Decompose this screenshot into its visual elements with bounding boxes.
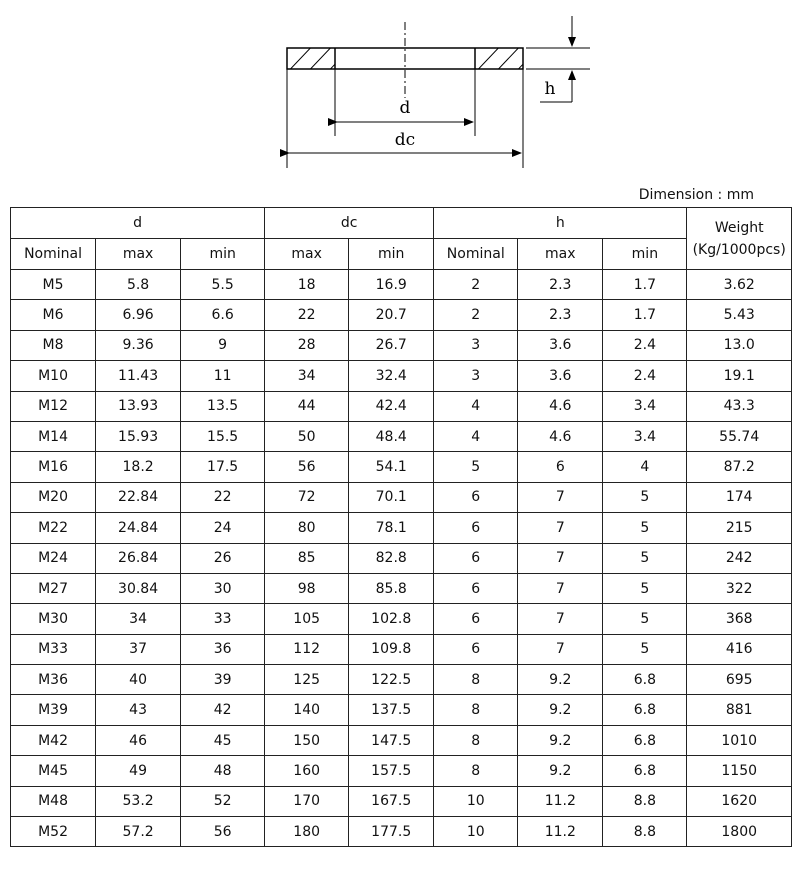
table-row <box>11 452 792 482</box>
cell-dc-min: 48.4 <box>349 421 434 451</box>
cell-dc-max: 125 <box>265 665 349 695</box>
cell-d-min: 9 <box>181 330 265 360</box>
cell-h-min: 8.8 <box>603 817 687 847</box>
sub-header-row <box>11 239 792 270</box>
cell-h-min: 6.8 <box>603 695 687 725</box>
cell-weight: 416 <box>687 634 792 664</box>
cell-d-max: 15.93 <box>96 421 181 451</box>
unit-note: Dimension : mm <box>638 187 754 203</box>
cell-dc-min: 78.1 <box>349 513 434 543</box>
cell-d-max: 18.2 <box>96 452 181 482</box>
cell-weight: 13.0 <box>687 330 792 360</box>
header-weight <box>687 208 792 270</box>
subheader-h-max: max <box>518 239 603 270</box>
cell-h-max: 7 <box>518 543 603 573</box>
cell-weight: 5.43 <box>687 300 792 330</box>
cell-h-min: 8.8 <box>603 786 687 816</box>
cell-h-nominal: 2 <box>434 270 518 300</box>
cell-dc-min: 42.4 <box>349 391 434 421</box>
cell-dc-min: 122.5 <box>349 665 434 695</box>
cell-h-max: 2.3 <box>518 270 603 300</box>
cell-weight: 43.3 <box>687 391 792 421</box>
table-row <box>11 361 792 391</box>
cell-dc-max: 98 <box>265 573 349 603</box>
cell-d-max: 43 <box>96 695 181 725</box>
cell-h-nominal: 3 <box>434 361 518 391</box>
cell-d-max: 5.8 <box>96 270 181 300</box>
cell-d-nominal: M14 <box>11 421 96 451</box>
cell-h-nominal: 8 <box>434 756 518 786</box>
cell-d-nominal: M22 <box>11 513 96 543</box>
cell-h-max: 9.2 <box>518 756 603 786</box>
table-row <box>11 725 792 755</box>
cell-dc-max: 72 <box>265 482 349 512</box>
cell-h-min: 5 <box>603 604 687 634</box>
cell-weight: 87.2 <box>687 452 792 482</box>
cell-h-nominal: 6 <box>434 513 518 543</box>
cell-weight: 881 <box>687 695 792 725</box>
table-row <box>11 634 792 664</box>
table-row <box>11 756 792 786</box>
cell-h-max: 6 <box>518 452 603 482</box>
cell-h-max: 9.2 <box>518 725 603 755</box>
cell-h-nominal: 8 <box>434 665 518 695</box>
cell-dc-min: 102.8 <box>349 604 434 634</box>
cell-d-min: 36 <box>181 634 265 664</box>
cell-h-max: 4.6 <box>518 421 603 451</box>
cell-dc-max: 105 <box>265 604 349 634</box>
cell-h-max: 11.2 <box>518 786 603 816</box>
cell-h-min: 5 <box>603 634 687 664</box>
cell-h-min: 2.4 <box>603 330 687 360</box>
cell-dc-min: 177.5 <box>349 817 434 847</box>
cell-h-max: 4.6 <box>518 391 603 421</box>
cell-d-nominal: M45 <box>11 756 96 786</box>
cell-d-max: 6.96 <box>96 300 181 330</box>
table-row <box>11 573 792 603</box>
cell-dc-min: 16.9 <box>349 270 434 300</box>
cell-d-max: 53.2 <box>96 786 181 816</box>
cell-weight: 3.62 <box>687 270 792 300</box>
cell-d-nominal: M8 <box>11 330 96 360</box>
cell-h-nominal: 10 <box>434 817 518 847</box>
cell-h-max: 9.2 <box>518 665 603 695</box>
cell-dc-max: 112 <box>265 634 349 664</box>
cell-dc-min: 26.7 <box>349 330 434 360</box>
cell-weight: 1620 <box>687 786 792 816</box>
cell-h-min: 2.4 <box>603 361 687 391</box>
cell-d-min: 26 <box>181 543 265 573</box>
cell-weight: 322 <box>687 573 792 603</box>
cell-h-min: 3.4 <box>603 421 687 451</box>
cell-d-min: 6.6 <box>181 300 265 330</box>
cell-weight: 1800 <box>687 817 792 847</box>
subheader-h-min: min <box>603 239 687 270</box>
group-header-row <box>11 208 792 239</box>
cell-h-min: 3.4 <box>603 391 687 421</box>
cell-d-nominal: M16 <box>11 452 96 482</box>
cell-d-max: 24.84 <box>96 513 181 543</box>
cell-weight: 695 <box>687 665 792 695</box>
cell-h-min: 6.8 <box>603 756 687 786</box>
cell-d-nominal: M33 <box>11 634 96 664</box>
cell-dc-min: 85.8 <box>349 573 434 603</box>
hatch-right <box>468 40 546 80</box>
cell-weight: 215 <box>687 513 792 543</box>
table-row <box>11 817 792 847</box>
cell-h-max: 7 <box>518 634 603 664</box>
cell-weight: 1010 <box>687 725 792 755</box>
cell-h-min: 6.8 <box>603 725 687 755</box>
table-row <box>11 786 792 816</box>
cell-h-min: 5 <box>603 573 687 603</box>
cell-d-min: 48 <box>181 756 265 786</box>
cell-h-nominal: 6 <box>434 482 518 512</box>
cell-dc-max: 22 <box>265 300 349 330</box>
cell-d-nominal: M52 <box>11 817 96 847</box>
cell-d-nominal: M20 <box>11 482 96 512</box>
cell-h-max: 2.3 <box>518 300 603 330</box>
cell-d-nominal: M36 <box>11 665 96 695</box>
cell-dc-min: 20.7 <box>349 300 434 330</box>
cell-d-nominal: M10 <box>11 361 96 391</box>
table-row <box>11 482 792 512</box>
cell-d-min: 13.5 <box>181 391 265 421</box>
cell-h-max: 7 <box>518 482 603 512</box>
cell-weight: 1150 <box>687 756 792 786</box>
cell-dc-max: 140 <box>265 695 349 725</box>
cell-h-nominal: 4 <box>434 391 518 421</box>
table-body <box>11 270 792 847</box>
hatch-left <box>280 40 358 80</box>
header-weight-label: Weight <box>714 219 764 236</box>
cell-d-min: 30 <box>181 573 265 603</box>
cell-weight: 55.74 <box>687 421 792 451</box>
cell-dc-max: 18 <box>265 270 349 300</box>
cell-h-min: 1.7 <box>603 270 687 300</box>
table-row <box>11 604 792 634</box>
cell-h-min: 4 <box>603 452 687 482</box>
cell-h-nominal: 6 <box>434 543 518 573</box>
cell-d-min: 22 <box>181 482 265 512</box>
cell-dc-min: 147.5 <box>349 725 434 755</box>
table-row <box>11 665 792 695</box>
cell-h-max: 7 <box>518 604 603 634</box>
subheader-dc-min: min <box>349 239 434 270</box>
cell-d-nominal: M12 <box>11 391 96 421</box>
header-h: h <box>434 208 687 239</box>
cell-d-min: 52 <box>181 786 265 816</box>
cell-d-max: 13.93 <box>96 391 181 421</box>
cell-dc-max: 80 <box>265 513 349 543</box>
cell-d-max: 37 <box>96 634 181 664</box>
cell-dc-max: 150 <box>265 725 349 755</box>
cell-weight: 368 <box>687 604 792 634</box>
cell-dc-max: 28 <box>265 330 349 360</box>
cell-h-nominal: 8 <box>434 695 518 725</box>
cell-d-max: 11.43 <box>96 361 181 391</box>
cell-d-min: 56 <box>181 817 265 847</box>
header-dc: dc <box>265 208 434 239</box>
cell-h-nominal: 6 <box>434 573 518 603</box>
cell-h-max: 7 <box>518 513 603 543</box>
subheader-h-nominal: Nominal <box>434 239 518 270</box>
cell-h-nominal: 8 <box>434 725 518 755</box>
cell-d-min: 33 <box>181 604 265 634</box>
cell-d-max: 34 <box>96 604 181 634</box>
cell-d-min: 39 <box>181 665 265 695</box>
cell-d-min: 24 <box>181 513 265 543</box>
cell-d-nominal: M39 <box>11 695 96 725</box>
cell-h-nominal: 10 <box>434 786 518 816</box>
cell-d-nominal: M30 <box>11 604 96 634</box>
cell-d-min: 17.5 <box>181 452 265 482</box>
cell-d-min: 11 <box>181 361 265 391</box>
cell-d-max: 40 <box>96 665 181 695</box>
cell-d-max: 26.84 <box>96 543 181 573</box>
cell-d-min: 15.5 <box>181 421 265 451</box>
cell-d-min: 45 <box>181 725 265 755</box>
table-row <box>11 513 792 543</box>
cell-dc-min: 32.4 <box>349 361 434 391</box>
cell-dc-max: 85 <box>265 543 349 573</box>
cell-d-max: 46 <box>96 725 181 755</box>
cell-d-max: 9.36 <box>96 330 181 360</box>
cell-dc-min: 157.5 <box>349 756 434 786</box>
cell-dc-min: 109.8 <box>349 634 434 664</box>
table-row <box>11 421 792 451</box>
cell-h-max: 9.2 <box>518 695 603 725</box>
cell-h-max: 3.6 <box>518 330 603 360</box>
cell-h-nominal: 3 <box>434 330 518 360</box>
cell-d-min: 5.5 <box>181 270 265 300</box>
table-row <box>11 543 792 573</box>
cell-dc-max: 34 <box>265 361 349 391</box>
subheader-d-max: max <box>96 239 181 270</box>
cell-h-min: 5 <box>603 543 687 573</box>
cell-dc-max: 56 <box>265 452 349 482</box>
cell-weight: 174 <box>687 482 792 512</box>
washer-cross-section-diagram <box>0 0 800 185</box>
table-row <box>11 330 792 360</box>
cell-d-nominal: M24 <box>11 543 96 573</box>
dc-label: dc <box>394 130 416 150</box>
cell-d-nominal: M42 <box>11 725 96 755</box>
cell-h-nominal: 5 <box>434 452 518 482</box>
cell-dc-max: 44 <box>265 391 349 421</box>
cell-dc-max: 50 <box>265 421 349 451</box>
cell-weight: 242 <box>687 543 792 573</box>
cell-dc-max: 170 <box>265 786 349 816</box>
cell-h-min: 5 <box>603 482 687 512</box>
cell-d-nominal: M48 <box>11 786 96 816</box>
cell-dc-max: 160 <box>265 756 349 786</box>
d-label: d <box>399 98 411 118</box>
table-row <box>11 695 792 725</box>
cell-h-min: 1.7 <box>603 300 687 330</box>
subheader-d-nominal: Nominal <box>11 239 96 270</box>
table-row <box>11 300 792 330</box>
cell-d-min: 42 <box>181 695 265 725</box>
cell-d-nominal: M27 <box>11 573 96 603</box>
cell-dc-min: 54.1 <box>349 452 434 482</box>
cell-d-nominal: M5 <box>11 270 96 300</box>
cell-dc-min: 82.8 <box>349 543 434 573</box>
cell-h-max: 3.6 <box>518 361 603 391</box>
cell-h-nominal: 4 <box>434 421 518 451</box>
cell-h-min: 6.8 <box>603 665 687 695</box>
cell-weight: 19.1 <box>687 361 792 391</box>
cell-h-max: 7 <box>518 573 603 603</box>
subheader-dc-max: max <box>265 239 349 270</box>
cell-dc-min: 167.5 <box>349 786 434 816</box>
cell-h-max: 11.2 <box>518 817 603 847</box>
h-label: h <box>544 79 556 99</box>
washer-spec-table <box>10 207 792 847</box>
cell-dc-max: 180 <box>265 817 349 847</box>
cell-dc-min: 70.1 <box>349 482 434 512</box>
cell-d-max: 49 <box>96 756 181 786</box>
cell-h-nominal: 6 <box>434 604 518 634</box>
cell-d-max: 30.84 <box>96 573 181 603</box>
subheader-d-min: min <box>181 239 265 270</box>
cell-h-min: 5 <box>603 513 687 543</box>
cell-d-max: 57.2 <box>96 817 181 847</box>
header-weight-unit: (Kg/1000pcs) <box>692 241 786 258</box>
cell-d-max: 22.84 <box>96 482 181 512</box>
cell-d-nominal: M6 <box>11 300 96 330</box>
cell-h-nominal: 6 <box>434 634 518 664</box>
header-d: d <box>11 208 265 239</box>
cell-h-nominal: 2 <box>434 300 518 330</box>
table-row <box>11 270 792 300</box>
cell-dc-min: 137.5 <box>349 695 434 725</box>
table-row <box>11 391 792 421</box>
